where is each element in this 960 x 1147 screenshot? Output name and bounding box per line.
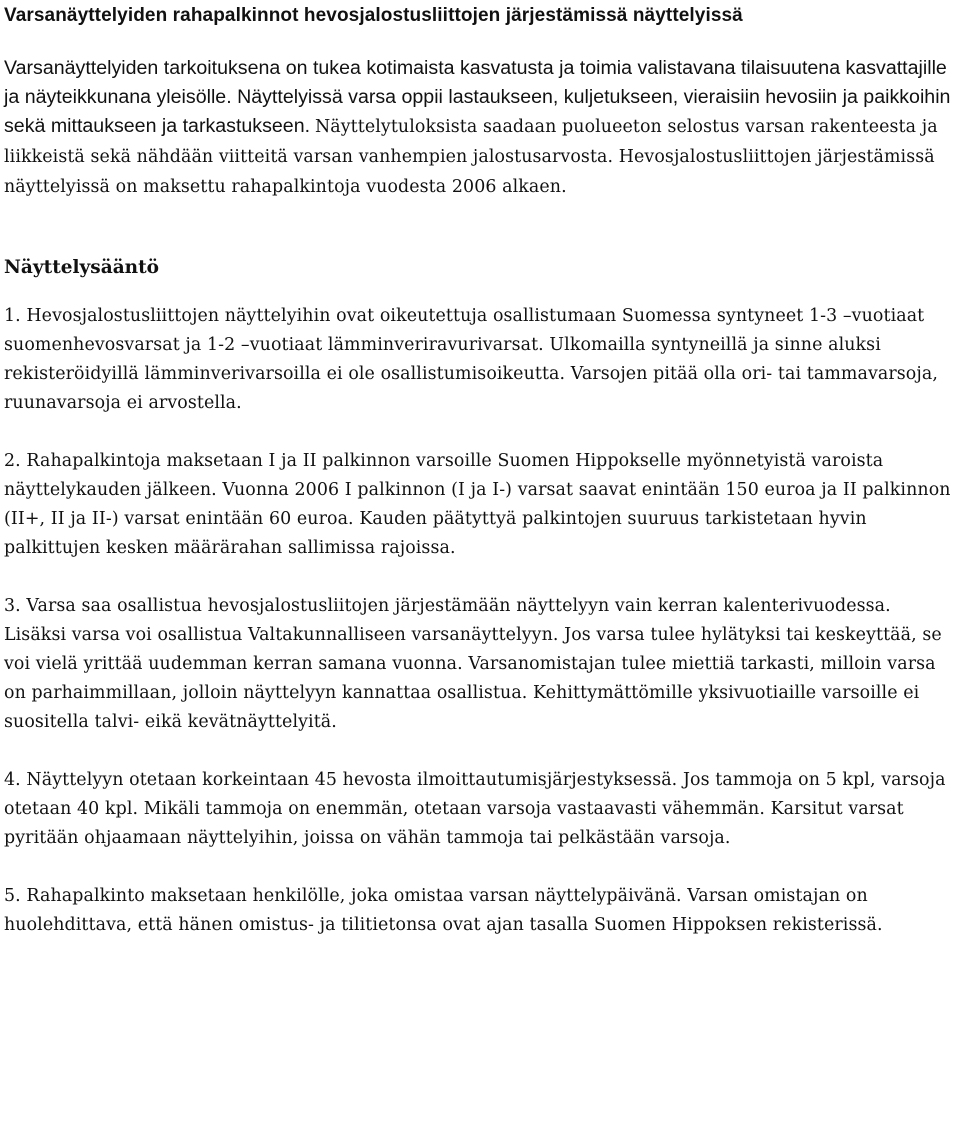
section-heading: Näyttelysääntö xyxy=(4,257,160,278)
document-title: Varsanäyttelyiden rahapalkinnot hevosjalostusliittojen järjestämissä näyttelyissä xyxy=(4,5,743,26)
rule-5: 5. Rahapalkinto maksetaan henkilölle, joka omistaa varsan näyttelypäivänä. Varsan omistajan on huolehdittava, että hänen omistus- ja tilitietonsa ovat ajan tasalla Suomen Hippoksen rekisterissä. xyxy=(4,886,883,935)
document-page xyxy=(4,0,956,940)
intro-text-sans: Varsanäyttelyiden tarkoituksena on tukea kotimaista kasvatusta ja toimia valistavana tilaisuutena kasvattajille ja näyteikkunana yleisölle. Näyttelyissä varsa oppii lastaukseen, kuljetukseen, vieraisiin hevosiin ja paikkoihin sekä mittaukseen ja tarkastukseen. xyxy=(4,57,951,137)
rule-3: 3. Varsa saa osallistua hevosjalostusliitojen järjestämään näyttelyyn vain kerran kalenterivuodessa. Lisäksi varsa voi osallistua Valtakunnalliseen varsanäyttelyyn. Jos varsa tulee hylätyksi tai keskeyttää, se voi vielä yrittää uudemman kerran samana vuonna. Varsanomistajan tulee miettiä tarkasti, milloin varsa on parhaimmillaan, jolloin näyttelyyn kannattaa osallistua. Kehittymättömille yksivuotiaille varsoille ei suositella talvi- eikä kevätnäyttelyitä. xyxy=(4,596,942,732)
intro-paragraph xyxy=(4,54,956,202)
rule-2: 2. Rahapalkintoja maksetaan I ja II palkinnon varsoille Suomen Hippokselle myönnetyistä varoista näyttelykauden jälkeen. Vuonna 2006 I palkinnon (I ja I-) varsat saavat enintään 150 euroa ja II palkinnon (II+, II ja II-) varsat enintään 60 euroa. Kauden päätyttyä palkintojen suuruus tarkistetaan hyvin palkittujen kesken määrärahan sallimissa rajoissa. xyxy=(4,451,951,558)
intro-text-serif: Näyttelytuloksista saadaan puolueeton selostus varsan rakenteesta ja liikkeistä sekä nähdään viitteitä varsan vanhempien jalostusarvosta. Hevosjalostusliittojen järjestämissä näyttelyissä on maksettu rahapalkintoja vuodesta 2006 alkaen. xyxy=(4,117,938,197)
rule-1: 1. Hevosjalostusliittojen näyttelyihin ovat oikeutettuja osallistumaan Suomessa syntyneet 1-3 –vuotiaat suomenhevosvarsat ja 1-2 –vuotiaat lämminveriravurivarsat. Ulkomailla syntyneillä ja sinne aluksi rekisteröidyillä lämminverivarsoilla ei ole osallistumisoikeutta. Varsojen pitää olla ori- tai tammavarsoja, ruunavarsoja ei arvostella. xyxy=(4,306,938,413)
rule-4: 4. Näyttelyyn otetaan korkeintaan 45 hevosta ilmoittautumisjärjestyksessä. Jos tammoja on 5 kpl, varsoja otetaan 40 kpl. Mikäli tammoja on enemmän, otetaan varsoja vastaavasti vähemmän. Karsitut varsat pyritään ohjaamaan näyttelyihin, joissa on vähän tammoja tai pelkästään varsoja. xyxy=(4,770,946,848)
